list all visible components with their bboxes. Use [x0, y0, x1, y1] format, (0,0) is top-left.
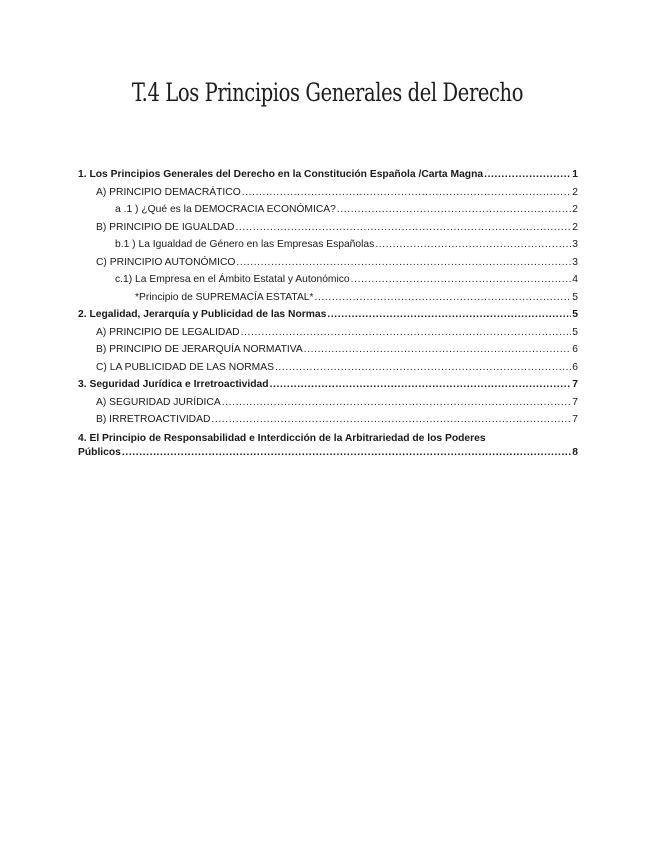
toc-entry[interactable]: [78, 289, 578, 307]
toc-dot-leader: [241, 324, 572, 342]
toc-entry[interactable]: [78, 201, 578, 219]
toc-entry[interactable]: [78, 376, 578, 394]
toc-entry[interactable]: [78, 306, 578, 324]
toc-dot-leader: [327, 306, 571, 324]
toc-dot-leader: [236, 254, 571, 272]
toc-dot-leader: [270, 376, 572, 394]
toc-entry-label: a .1 ) ¿Qué es la DEMOCRACIA ECONÓMICA?: [115, 204, 336, 215]
toc-entry-page-number: 7: [572, 379, 578, 390]
toc-entry-page-number: 8: [572, 446, 578, 458]
toc-entry-page-number: 2: [572, 221, 578, 233]
toc-entry-page-number: 5: [572, 309, 578, 320]
toc-entry-label: 4. El Principio de Responsabilidad e Interdicción de la Arbitrariedad de los Poderes: [78, 432, 486, 444]
toc-entry-label: B) PRINCIPIO DE JERARQUÍA NORMATIVA: [96, 344, 303, 355]
toc-dot-leader: [222, 394, 572, 412]
toc-entry[interactable]: [78, 411, 578, 429]
toc-entry[interactable]: [78, 324, 578, 342]
toc-entry[interactable]: [78, 341, 578, 359]
toc-dot-leader: [242, 184, 572, 202]
toc-dot-leader: [235, 219, 571, 237]
toc-entry[interactable]: [78, 166, 578, 184]
toc-entry-label: 1. Los Principios Generales del Derecho en la Constitución Española /Carta Magna: [78, 169, 484, 180]
toc-dot-leader: [304, 341, 572, 359]
toc-entry[interactable]: [78, 271, 578, 289]
toc-dot-leader: [315, 289, 572, 307]
toc-entry-label: C) LA PUBLICIDAD DE LAS NORMAS: [96, 361, 274, 373]
toc-entry[interactable]: [78, 429, 578, 460]
toc-dot-leader: [211, 411, 571, 429]
toc-entry[interactable]: [78, 219, 578, 237]
toc-dot-leader: [375, 236, 571, 254]
toc-entry-page-number: 3: [572, 239, 578, 250]
toc-entry[interactable]: [78, 254, 578, 272]
toc-entry-label-continued: Públicos: [78, 446, 121, 458]
toc-dot-leader: [122, 446, 571, 460]
toc-entry-page-number: 2: [572, 204, 578, 215]
toc-entry[interactable]: [78, 184, 578, 202]
toc-entry-page-number: 3: [572, 256, 578, 268]
toc-entry[interactable]: [78, 359, 578, 377]
toc-entry-label: B) PRINCIPIO DE IGUALDAD: [96, 221, 235, 233]
toc-entry-page-number: 5: [572, 326, 578, 338]
toc-entry-page-number: 7: [572, 396, 578, 408]
toc-entry-label: A) SEGURIDAD JURÍDICA: [96, 396, 221, 408]
toc-entry-label: 2. Legalidad, Jerarquía y Publicidad de las Normas: [78, 309, 327, 320]
toc-entry-page-number: 7: [572, 414, 578, 425]
toc-entry-page-number: 4: [572, 274, 578, 285]
toc-entry-page-number: 6: [572, 344, 578, 355]
toc-entry[interactable]: [78, 236, 578, 254]
toc-entry-label: b.1 ) La Igualdad de Género en las Empresas Españolas: [115, 239, 375, 250]
toc-entry-page-number: 5: [572, 291, 578, 303]
toc-entry-label: *Principio de SUPREMACÍA ESTATAL*: [135, 291, 314, 303]
toc-entry-label: B) IRRETROACTIVIDAD: [96, 414, 211, 425]
toc-entry-label: A) PRINCIPIO DE LEGALIDAD: [96, 326, 240, 338]
toc-list: [78, 166, 578, 429]
toc-dot-leader: [275, 359, 571, 377]
toc-dot-leader: [351, 271, 572, 289]
toc-entry-label: c.1) La Empresa en el Ámbito Estatal y Autonómico: [115, 274, 350, 285]
table-of-contents: [78, 166, 578, 460]
toc-dot-leader: [484, 166, 571, 184]
toc-dot-leader: [337, 201, 571, 219]
document-title: T.4 Los Principios Generales del Derecho: [131, 78, 524, 107]
toc-entry-label: 3. Seguridad Jurídica e Irretroactividad: [78, 379, 269, 390]
toc-entry-page-number: 1: [572, 169, 578, 180]
toc-entry-label: C) PRINCIPIO AUTONÓMICO: [96, 256, 236, 268]
toc-entry-label: A) PRINCIPIO DEMACRÁTICO: [96, 186, 241, 198]
toc-entry-page-number: 2: [572, 186, 578, 198]
toc-entry-page-number: 6: [572, 361, 578, 373]
toc-entry[interactable]: [78, 394, 578, 412]
